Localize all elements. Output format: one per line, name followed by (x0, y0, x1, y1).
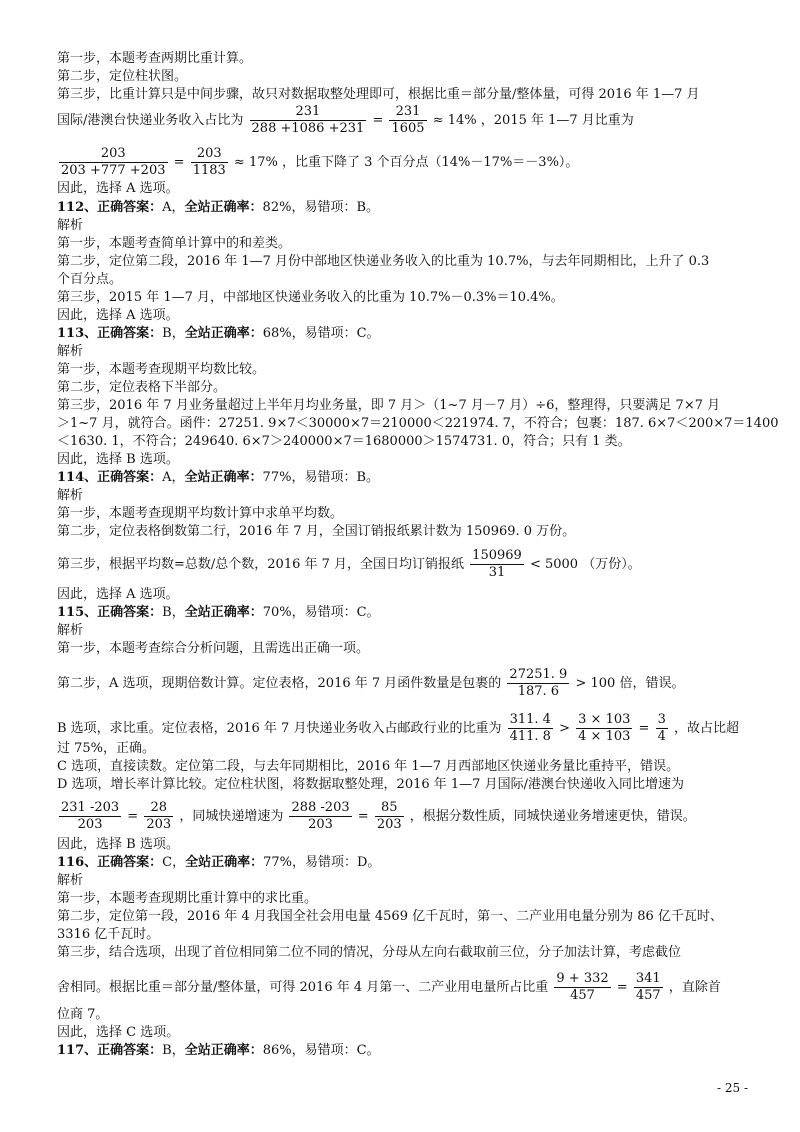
rate-value: 70%，易错项：C。 (262, 605, 380, 620)
rate-value: 68%，易错项：C。 (262, 326, 380, 341)
rate-label: 全站正确率： (184, 470, 263, 485)
approx-value: ≈ 14% (432, 113, 477, 128)
comparison: > 100 (575, 676, 616, 691)
rate-value: 86%，易错项：C。 (262, 1043, 380, 1058)
analysis-heading: 解析 (57, 218, 84, 233)
denominator: 1183 (192, 163, 226, 178)
step-text: 倍，错误。 (619, 676, 685, 691)
comparison: < 5000 (529, 557, 579, 572)
step-line: C 选项，直接读数。定位第二段，与去年同期相比，2016 年 1—7 月西部地区快递业务量比重持平，错误。 (57, 759, 680, 774)
answer-label: 116、正确答案： (57, 855, 163, 870)
answer-label: 113、正确答案： (57, 326, 163, 341)
step-line: 过 75%，正确。 (57, 741, 156, 756)
step-text: 舍相同。根据比重＝部分量/整体量，可得 2016 年 4 月第一、二产业用电量所占比重 (57, 980, 549, 995)
step-line: 第一步，本题考查简单计算中的和差类。 (57, 236, 292, 251)
fraction (289, 800, 351, 833)
step-text: ，直除首 (668, 980, 721, 995)
rate-value: 77%，易错项：D。 (263, 855, 381, 870)
conclusion: 因此，选择 C 选项。 (57, 1025, 180, 1040)
step-line: 第三步，结合选项，出现了首位相同第二位不同的情况，分母从左向右截取前三位，分子加法计算，考虑截位 (57, 945, 682, 960)
denominator: 1605 (391, 121, 425, 136)
rate-label: 全站正确率： (184, 200, 263, 215)
step-line: 3316 亿千瓦时。 (57, 927, 160, 942)
denominator: 457 (635, 988, 661, 1003)
formula-line (57, 667, 750, 700)
equals-sign: = (638, 721, 650, 736)
answer-label: 117、正确答案： (57, 1043, 163, 1058)
denominator: 203 (146, 817, 172, 832)
formula-line (57, 800, 750, 833)
fraction (389, 104, 426, 137)
denominator: 203 +777 +203 (61, 163, 166, 178)
denominator: 411. 8 (509, 729, 551, 744)
answer-line (57, 325, 750, 343)
step-line: 第三步，2016 年 7 月业务量超过上半年月均业务量，即 7 月＞（1~7 月－7 月）÷6，整理得，只要满足 7×7 月 (57, 398, 721, 413)
fraction (470, 548, 524, 581)
fraction (144, 800, 173, 833)
answer-line (57, 469, 750, 487)
fraction (250, 104, 367, 137)
conclusion: 因此，选择 A 选项。 (57, 308, 179, 323)
numerator: 203 (191, 146, 228, 163)
formula-line (57, 971, 750, 1004)
step-text: 国际/港澳台快递业务收入占比为 (57, 113, 244, 128)
step-line: 第二步，定位表格下半部分。 (57, 380, 227, 395)
answer-line (57, 854, 750, 872)
step-text: ，比重下降了 3 个百分点（14%－17%＝－3%）。 (281, 155, 579, 170)
answer-value: B， (162, 326, 185, 341)
step-line: 第二步，定位柱状图。 (57, 69, 188, 84)
step-text: ，2015 年 1—7 月比重为 (480, 113, 634, 128)
fraction (507, 667, 569, 700)
numerator: 203 (59, 146, 168, 163)
answer-line (57, 604, 750, 622)
equals-sign: = (616, 980, 628, 995)
formula-line (57, 104, 750, 137)
analysis-heading: 解析 (57, 623, 84, 638)
step-line: 第一步，本题考查现期平均数比较。 (57, 362, 266, 377)
conclusion: 因此，选择 B 选项。 (57, 452, 179, 467)
denominator: 457 (570, 988, 595, 1003)
fraction (191, 146, 228, 179)
step-line: 第二步，定位第一段，2016 年 4 月我国全社会用电量 4569 亿千瓦时，第一、二产业用电量分别为 86 亿千瓦时、 (57, 909, 723, 924)
numerator: 288 -203 (291, 800, 350, 815)
rate-label: 全站正确率： (184, 1043, 263, 1058)
rate-value: 77%，易错项：B。 (262, 470, 379, 485)
answer-label: 112、正确答案： (57, 200, 163, 215)
numerator: 231 (389, 104, 426, 121)
rate-label: 全站正确率： (185, 855, 264, 870)
step-line: 位商 7。 (57, 1007, 109, 1022)
step-text: ，故占比超 (674, 721, 740, 736)
conclusion: 因此，选择 A 选项。 (57, 587, 179, 602)
step-text: （万份）。 (582, 557, 641, 572)
denominator: 288 +1086 +231 (251, 121, 365, 136)
step-line: ＞1~7 月，就符合。函件：27251. 9×7＜30000×7＝210000＜221974. 7，不符合；包裹：187. 6×7＜200×7＝1400 (57, 416, 779, 431)
denominator: 203 (308, 817, 333, 832)
numerator: 28 (144, 800, 173, 817)
numerator: 231 -203 (61, 800, 120, 815)
numerator: 311. 4 (509, 712, 551, 727)
formula-line (57, 548, 750, 581)
fraction (59, 800, 121, 833)
step-line: 个百分点。 (57, 272, 123, 287)
comparison: > (559, 721, 570, 736)
step-line: 第一步，本题考查现期比重计算中的求比重。 (57, 891, 318, 906)
numerator: 150969 (472, 548, 522, 563)
numerator: 231 (250, 104, 367, 121)
step-text: 第二步，A 选项，现期倍数计算。定位表格，2016 年 7 月函件数量是包裹的 (57, 676, 502, 691)
conclusion: 因此，选择 A 选项。 (57, 181, 179, 196)
step-line: 第二步，定位第二段，2016 年 1—7 月份中部地区快递业务收入的比重为 10.7%，与去年同期相比，上升了 0.3 (57, 254, 710, 269)
formula-line (57, 146, 750, 179)
fraction (375, 800, 404, 833)
step-line: 第二步，定位表格倒数第二行，2016 年 7 月，全国订销报纸累计数为 150969. 0 万份。 (57, 524, 576, 539)
denominator: 187. 6 (517, 684, 560, 699)
page-number: - 25 - (716, 1081, 748, 1095)
step-text: B 选项，求比重。定位表格，2016 年 7 月快递业务收入占邮政行业的比重为 (57, 721, 502, 736)
answer-value: C， (162, 855, 186, 870)
numerator: 341 (635, 971, 661, 986)
answer-value: A， (162, 200, 185, 215)
analysis-heading: 解析 (57, 488, 84, 503)
analysis-heading: 解析 (57, 344, 84, 359)
conclusion: 因此，选择 B 选项。 (57, 837, 179, 852)
answer-line (57, 1042, 750, 1060)
step-line: 第一步，本题考查两期比重计算。 (57, 51, 253, 66)
numerator: 27251. 9 (509, 667, 568, 682)
denominator: 31 (488, 565, 506, 580)
approx-value: ≈ 17% (233, 155, 278, 170)
answer-value: A， (162, 470, 185, 485)
equals-sign: = (357, 809, 369, 824)
fraction (554, 971, 610, 1004)
answer-label: 115、正确答案： (57, 605, 163, 620)
denominator: 4 × 103 (578, 729, 631, 744)
step-line: 第三步，2015 年 1—7 月，中部地区快递业务收入的比重为 10.7%－0.3%＝10.4%。 (57, 290, 564, 305)
numerator: 3 (657, 712, 666, 727)
numerator: 9 + 332 (556, 971, 609, 986)
step-line: 第一步，本题考查综合分析问题，且需选出正确一项。 (57, 641, 370, 656)
answer-value: B， (162, 605, 185, 620)
numerator: 85 (375, 800, 404, 817)
numerator: 3 × 103 (578, 712, 631, 727)
denominator: 203 (376, 817, 402, 832)
equals-sign: = (127, 809, 139, 824)
rate-label: 全站正确率： (184, 605, 263, 620)
answer-label: 114、正确答案： (57, 470, 163, 485)
analysis-heading: 解析 (57, 873, 84, 888)
step-line: D 选项，增长率计算比较。定位柱状图，将数据取整处理，2016 年 1—7 月国际/港澳台快递收入同比增速为 (57, 777, 684, 792)
answer-value: B， (162, 1043, 185, 1058)
fraction (634, 971, 663, 1004)
equals-sign: = (372, 113, 384, 128)
step-line: 第一步，本题考查现期平均数计算中求单平均数。 (57, 506, 344, 521)
rate-label: 全站正确率： (184, 326, 263, 341)
rate-value: 82%，易错项：B。 (262, 200, 379, 215)
step-text: ，同城快递增速为 (179, 809, 284, 824)
step-line: ＜1630. 1，不符合；249640. 6×7＞240000×7＝1680000＞1574731. 0，符合；只有 1 类。 (57, 434, 631, 449)
denominator: 4 (657, 729, 666, 744)
step-text: 第三步，根据平均数=总数/总个数，2016 年 7 月，全国日均订销报纸 (57, 557, 465, 572)
fraction (59, 146, 168, 179)
answer-line (57, 199, 750, 217)
step-text: ，根据分数性质，同城快递业务增速更快，错误。 (409, 809, 696, 824)
equals-sign: = (173, 155, 185, 170)
step-line: 第三步，比重计算只是中间步骤，故只对数据取整处理即可，根据比重＝部分量/整体量，可得 2016 年 1—7 月 (57, 87, 700, 102)
denominator: 203 (77, 817, 103, 832)
